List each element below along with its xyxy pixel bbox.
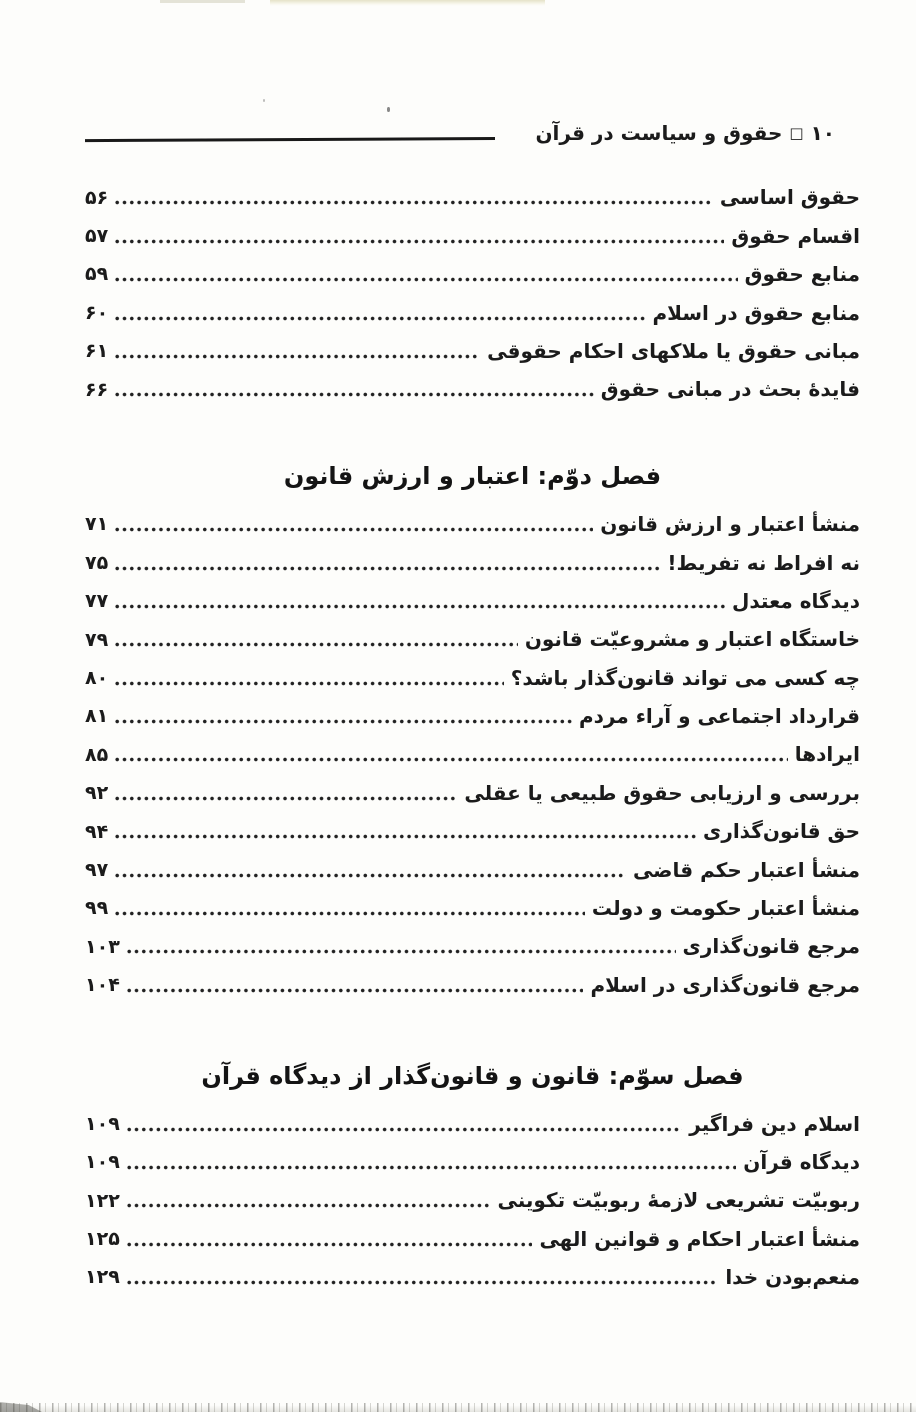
entry-page-number: ۱۰۹ (85, 1151, 120, 1174)
table-of-contents (85, 172, 860, 1290)
dot-leader (115, 566, 660, 571)
entry-page-number: ۹۷ (85, 858, 109, 881)
entry-title: ربوبیّت تشریعی لازمهٔ ربوبیّت تکوینی (497, 1188, 860, 1213)
entry-page-number: ۸۵ (85, 743, 109, 766)
dot-leader (115, 354, 480, 359)
entry-page-number: ۱۰۳ (85, 935, 120, 958)
scan-speck (387, 107, 390, 112)
entry-page-number: ۱۰۴ (85, 974, 120, 997)
entry-title: منعم‌بودن خدا (725, 1265, 860, 1290)
toc-entry (85, 249, 860, 287)
toc-entry (85, 287, 860, 325)
scan-smudge (160, 0, 245, 3)
entry-page-number: ۱۲۲ (85, 1189, 120, 1212)
toc-entry (85, 499, 860, 537)
entry-page-number: ۷۷ (85, 590, 109, 613)
square-bullet-icon: □ (789, 124, 804, 142)
entry-page-number: ۱۲۵ (85, 1228, 120, 1251)
entry-page-number: ۹۴ (85, 820, 109, 843)
dot-leader (115, 757, 787, 762)
dot-leader (115, 239, 724, 244)
entry-title: اقسام حقوق (731, 223, 860, 248)
dot-leader (115, 316, 645, 321)
entry-page-number: ۷۱ (85, 513, 109, 536)
scan-speck (263, 99, 265, 102)
dot-leader (127, 1203, 491, 1208)
entry-title: منابع حقوق (744, 262, 860, 287)
toc-entry (85, 364, 860, 402)
entry-title: منشأ اعتبار حکومت و دولت (591, 896, 860, 921)
entry-page-number: ۸۰ (85, 667, 109, 689)
entry-page-number: ۵۷ (85, 225, 109, 248)
toc-entry (85, 1137, 860, 1175)
entry-title: اسلام دین فراگیر (689, 1111, 860, 1136)
scan-bottom-edge (0, 1403, 916, 1412)
toc-section (85, 1060, 860, 1290)
toc-entry (85, 537, 860, 575)
toc-entry (85, 959, 860, 997)
toc-entry (85, 1213, 860, 1251)
dot-leader (127, 1165, 737, 1170)
entry-title: مرجع قانون‌گذاری در اسلام (590, 972, 860, 997)
dot-leader (115, 277, 737, 282)
entry-page-number: ۹۹ (85, 897, 109, 920)
toc-entry (85, 844, 860, 882)
toc-entry (85, 806, 860, 844)
entry-title: فایدهٔ بحث در مبانی حقوق (600, 377, 860, 402)
entry-title: منشأ اعتبار حکم قاضی (632, 857, 860, 882)
toc-entry (85, 172, 860, 210)
header-page-number: ۱۰ (810, 121, 835, 145)
entry-title: خاستگاه اعتبار و مشروعیّت قانون (524, 627, 860, 652)
toc-entry (85, 576, 860, 614)
entry-title: دیدگاه قرآن (743, 1149, 860, 1174)
entry-page-number: ۹۲ (85, 782, 109, 805)
toc-entry (85, 652, 860, 690)
entry-page-number: ۱۰۹ (85, 1112, 120, 1135)
book-title: حقوق و سیاست در قرآن (535, 121, 783, 145)
dot-leader (115, 527, 593, 532)
entry-title: مرجع قانون‌گذاری (682, 934, 860, 959)
dot-leader (115, 873, 626, 878)
dot-leader (115, 642, 518, 647)
entry-page-number: ۸۱ (85, 705, 109, 728)
dot-leader (127, 1280, 719, 1285)
toc-entry (85, 210, 860, 248)
dot-leader (127, 949, 676, 954)
entry-title: مبانی حقوق یا ملاکهای احکام حقوقی (487, 338, 860, 363)
entry-page-number: ۷۵ (85, 551, 109, 574)
toc-entry (85, 921, 860, 959)
entry-title: منشأ اعتبار و ارزش قانون (600, 512, 860, 537)
chapter-heading: فصل دوّم: اعتبار و ارزش قانون (283, 462, 662, 491)
entry-title: چه کسی می تواند قانون‌گذار باشد؟ (510, 665, 860, 690)
toc-entry (85, 729, 860, 767)
toc-entry (85, 767, 860, 805)
entry-page-number: ۷۹ (85, 628, 109, 651)
entry-page-number: ۶۶ (85, 378, 109, 401)
dot-leader (115, 681, 504, 686)
entry-page-number: ۱۲۹ (85, 1266, 120, 1289)
dot-leader (115, 911, 585, 916)
dot-leader (115, 200, 713, 205)
toc-section (85, 460, 860, 997)
dot-leader (115, 796, 457, 801)
entry-title: قرارداد اجتماعی و آراء مردم (578, 704, 860, 729)
entry-page-number: ۵۹ (85, 263, 109, 286)
entry-title: حقوق اساسی (719, 185, 860, 210)
dot-leader (127, 988, 584, 993)
toc-section (85, 172, 860, 402)
toc-entry (85, 326, 860, 364)
toc-entry (85, 1175, 860, 1213)
running-header (85, 118, 835, 148)
dot-leader (127, 1242, 533, 1247)
toc-entry (85, 1252, 860, 1290)
entry-title: بررسی و ارزیابی حقوق طبیعی یا عقلی (464, 780, 860, 805)
toc-entry (85, 1098, 860, 1136)
dot-leader (115, 392, 594, 397)
dot-leader (115, 604, 725, 609)
scan-smudge (270, 0, 545, 6)
entry-page-number: ۵۶ (85, 186, 109, 209)
header-rule (85, 137, 495, 142)
entry-page-number: ۶۰ (85, 301, 109, 324)
entry-title: نه افراط نه تفریط! (667, 550, 860, 575)
dot-leader (115, 719, 572, 724)
dot-leader (127, 1127, 683, 1132)
toc-entry (85, 614, 860, 652)
dot-leader (115, 834, 696, 839)
entry-title: حق قانون‌گذاری (702, 819, 860, 844)
entry-title: منشأ اعتبار احکام و قوانین الهی (539, 1226, 860, 1251)
entry-title: دیدگاه معتدل (732, 588, 860, 613)
entry-title: ایرادها (794, 742, 860, 767)
running-header-text (535, 118, 835, 148)
entry-title: منابع حقوق در اسلام (652, 300, 860, 325)
toc-entry (85, 691, 860, 729)
chapter-heading: فصل سوّم: قانون و قانون‌گذار از دیدگاه قرآن (201, 1061, 744, 1090)
entry-page-number: ۶۱ (85, 340, 109, 363)
toc-entry (85, 883, 860, 921)
